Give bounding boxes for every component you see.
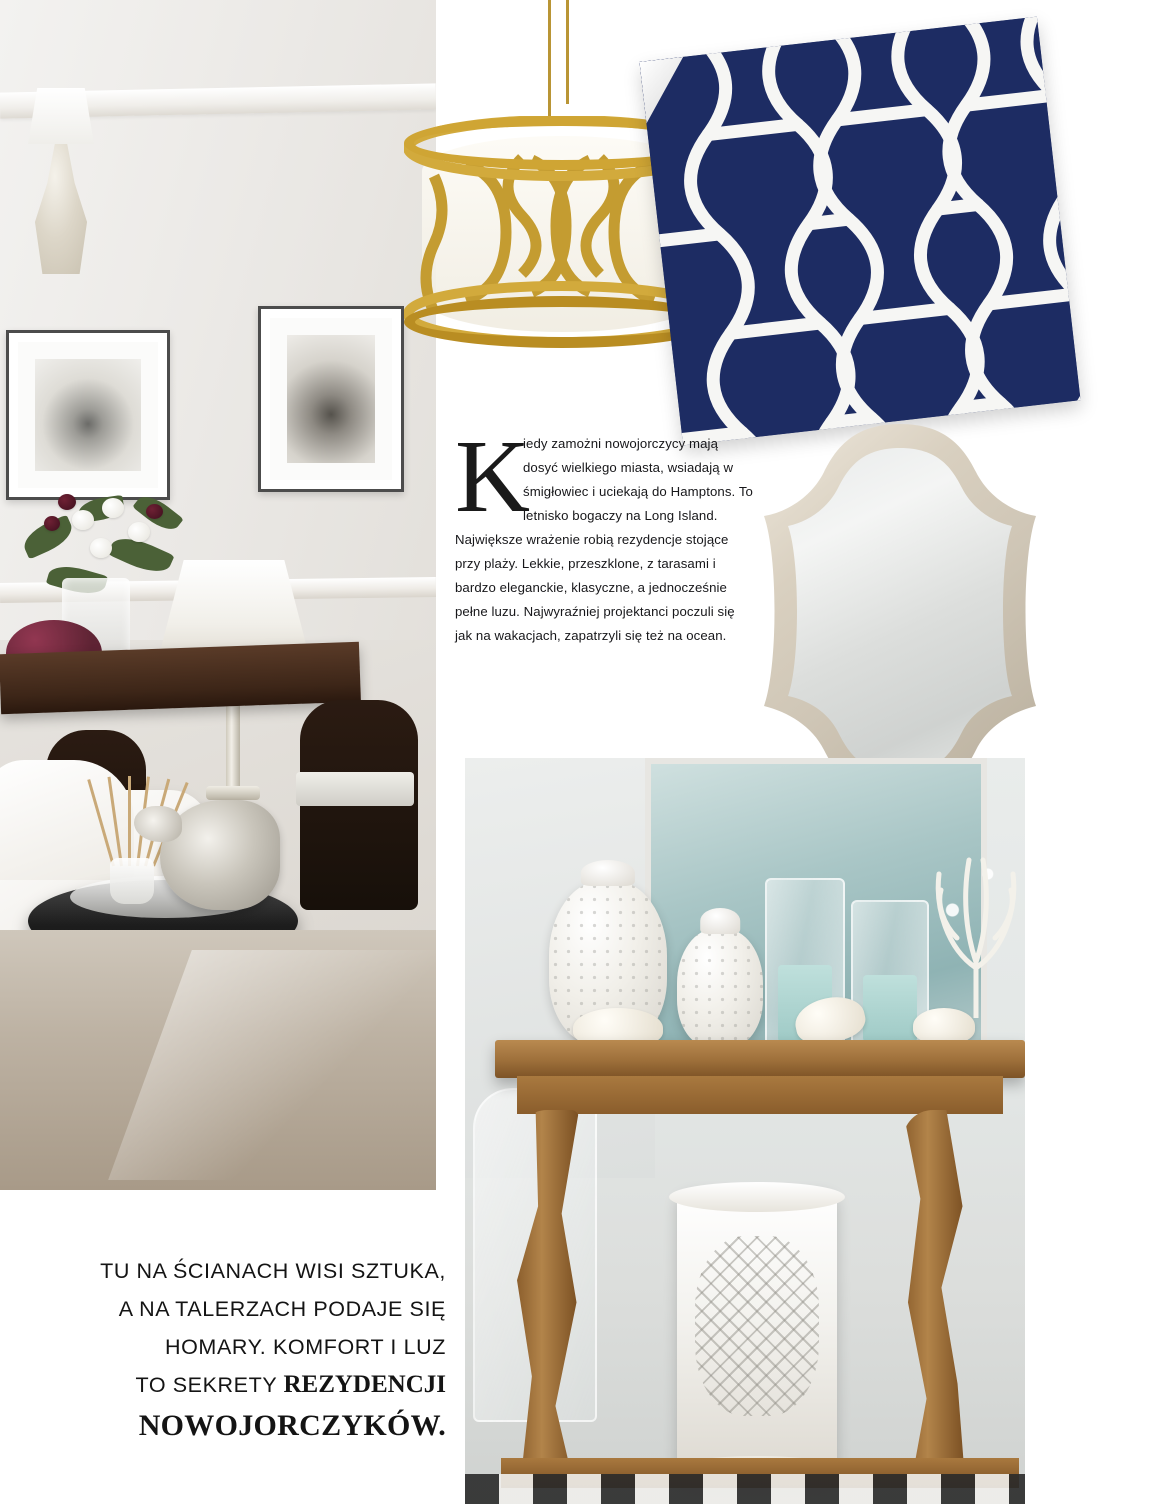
wall-sconce-shade (28, 88, 94, 144)
checkerboard-floor (465, 1474, 1025, 1504)
coral-decoration (917, 838, 1025, 1018)
console-table-top (495, 1040, 1025, 1078)
table-lamp-base (206, 786, 260, 800)
photo-console-table-vignette (465, 758, 1025, 1504)
ceramic-garden-stool (677, 1188, 837, 1478)
console-table-apron (517, 1076, 1003, 1114)
stool-lattice-pattern (695, 1236, 819, 1416)
console-table-leg-right (903, 1110, 965, 1480)
pull-quote-line-2: A NA TALERZACH PODAJE SIĘ (118, 1297, 446, 1321)
pull-quote-line-5: NOWOJORCZYKÓW. (138, 1409, 446, 1442)
artwork-image (287, 335, 375, 463)
artwork-image (35, 359, 141, 471)
trellis-pattern-svg (639, 17, 1080, 446)
pull-quote-line-3: HOMARY. KOMFORT I LUZ (164, 1335, 446, 1359)
dining-chair-seat (296, 772, 414, 806)
floor-surface (0, 930, 436, 1190)
framed-artwork-left (6, 330, 170, 500)
candle (863, 975, 916, 1042)
silver-bird-figurine (160, 800, 280, 910)
jar-pierced-pattern (677, 928, 763, 1048)
pull-quote-line-4-prefix: TO SEKRETY (135, 1373, 284, 1397)
fabric-swatch-navy-trellis (639, 17, 1080, 446)
pendant-cord-secondary (566, 0, 569, 104)
reed-diffuser-bottle (110, 858, 154, 904)
coral-svg (917, 838, 1025, 1018)
pull-quote-line-4 (96, 1366, 446, 1404)
pull-quote (96, 1252, 446, 1448)
dining-table (0, 642, 361, 715)
table-lamp-shade (160, 560, 308, 652)
photo-interior-room (0, 0, 436, 1190)
pull-quote-line-4-emphasis: REZYDENCJI (283, 1371, 446, 1398)
pendant-cord (548, 0, 551, 120)
photo-quatrefoil-mirror (760, 420, 1040, 802)
article-dropcap: K (455, 419, 531, 534)
article-body (455, 419, 755, 648)
pull-quote-line-1: TU NA ŚCIANACH WISI SZTUKA, (100, 1259, 446, 1283)
stool-top (669, 1182, 845, 1212)
article-paragraph: iedy zamożni nowojorczycy mają dosyć wielkiego miasta, wsiadają w śmigłowiec i uciekają do Hamptons. To letnisko bogaczy na Long Island. Największe wrażenie robią rezydencje stojące przy plaży. Lekkie, przeszklone, z tarasami i bardzo eleganckie, klasyczne, a jednocześnie pełne luzu. Najwyraźniej projektanci poczuli się jak na wakacjach, zapatrzyli się też na ocean. (455, 436, 753, 643)
shell-decor-3 (913, 1008, 975, 1044)
ginger-jar-small (677, 928, 763, 1048)
